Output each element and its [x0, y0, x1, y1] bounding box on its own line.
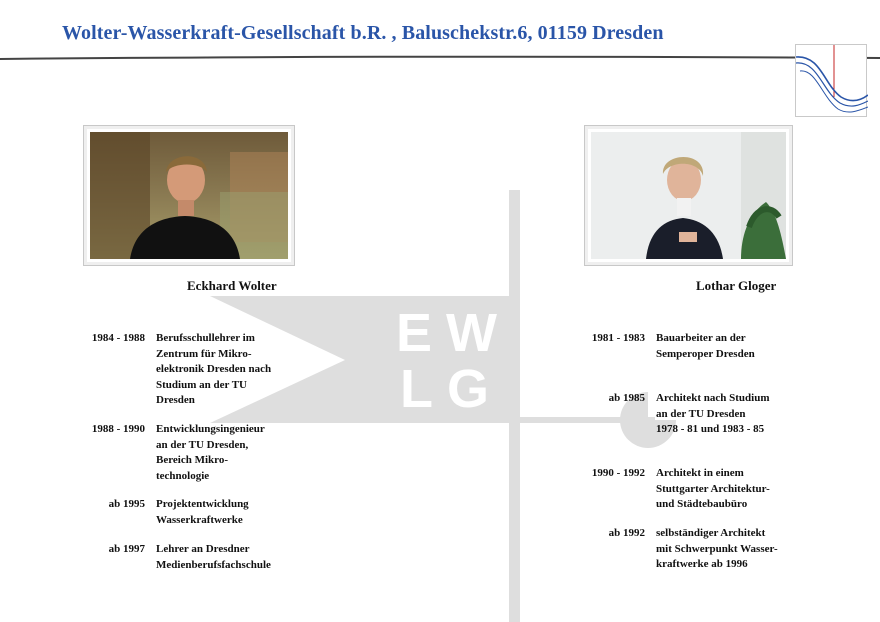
portrait-photo-man-indoors-icon: [591, 132, 786, 259]
career-years: 1990 - 1992: [591, 467, 645, 479]
photo-lothar-gloger: [584, 125, 793, 266]
portrait-photo-man-outdoors-icon: [90, 132, 288, 259]
career-description: Lehrer an Dresdner Medienberufsfachschule: [156, 543, 271, 571]
river-curve-logo-icon: [796, 45, 868, 118]
career-years: 1981 - 1983: [591, 332, 645, 344]
watermark-letters-ew: EW: [396, 303, 511, 363]
career-description: Architekt nach Studium an der TU Dresden 1978 - 81 und 1983 - 85: [656, 392, 770, 435]
career-description: Entwicklungsingenieur an der TU Dresden, Bereich Mikro- technologie: [156, 423, 265, 482]
career-description: selbständiger Architekt mit Schwerpunkt Wasser- kraftwerke ab 1996: [656, 527, 778, 570]
career-years: ab 1985: [608, 392, 645, 404]
career-years: 1984 - 1988: [91, 332, 145, 344]
watermark-letters-lg: LG: [400, 359, 503, 419]
career-description: Architekt in einem Stuttgarter Architektur- und Städtebaubüro: [656, 467, 770, 510]
photo-eckhard-wolter: [83, 125, 295, 266]
career-years: 1988 - 1990: [91, 423, 145, 435]
career-years: ab 1995: [108, 498, 145, 510]
company-logo: [795, 44, 867, 117]
career-description: Bauarbeiter an der Semperoper Dresden: [656, 332, 755, 360]
person-name-left: Eckhard Wolter: [187, 278, 277, 293]
career-years: ab 1992: [608, 527, 645, 539]
header-underline: [0, 52, 880, 66]
career-description: Berufsschullehrer im Zentrum für Mikro- elektronik Dresden nach Studium an der TU Dresden: [156, 332, 272, 406]
person-name-right: Lothar Gloger: [696, 278, 777, 293]
page-title: Wolter-Wasserkraft-Gesellschaft b.R. , Baluschekstr.6, 01159 Dresden: [62, 22, 664, 44]
career-years: ab 1997: [108, 543, 145, 555]
career-description: Projektentwicklung Wasserkraftwerke: [156, 498, 249, 526]
